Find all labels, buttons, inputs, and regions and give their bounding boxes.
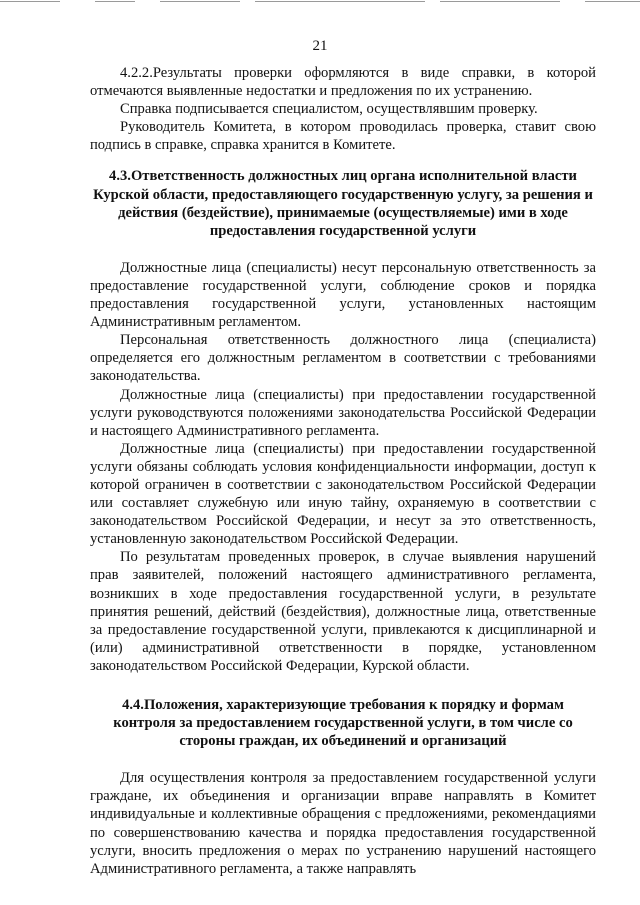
paragraph: Для осуществления контроля за предоставлением государственной услуги граждане, их объединения и организации вправе направлять в Комитет индивидуальные и коллективные обращения с предложениями, рекомендациями по совершенствованию качества и порядка предоставления государственной услуги, вносить предложения о мерах по устранению нарушений настоящего Административного регламента, а также направлять — [90, 770, 596, 877]
section-heading: 4.3.Ответственность должностных лиц органа исполнительной власти Курской области, предоставляющего государственную услугу, за решения и действия (бездействие), принимаемые (осуществляемые) ими в ходе предоставления государственной услуги — [93, 168, 593, 239]
paragraph: 4.2.2.Результаты проверки оформляются в виде справки, в которой отмечаются выявленные недостатки и предложения по их устранению. — [90, 65, 596, 100]
paragraph: Должностные лица (специалисты) при предоставлении государственной услуги обязаны соблюдать условия конфиденциальности информации, доступ к которой ограничен в соответствии с законодательством Российской Федерации или составляет служебную или иную тайну, охраняемую в соответствии с законодательством Российской Федерации, и несут за это ответственность, установленную законодательством Российской Федерации. — [90, 440, 596, 548]
paragraph: По результатам проведенных проверок, в случае выявления нарушений прав заявителей, положений настоящего административного регламента, возникших в ходе предоставления государственной услуги, в результате принятия решений, действий (бездействия), должностные лица, ответственные за предоставление государственной услуги, привлекаются к дисциплинарной и (или) административной ответственности в порядке, установленном законодательством Российской Федерации, Курской области. — [90, 549, 596, 674]
document-body — [90, 64, 596, 878]
section-heading: 4.4.Положения, характеризующие требования к порядку и формам контроля за предоставлением государственной услуги, в том числе со стороны граждан, их объединений и организаций — [113, 697, 573, 750]
page-number: 21 — [312, 38, 328, 54]
paragraph: Должностные лица (специалисты) несут персональную ответственность за предоставление государственной услуги, соблюдение сроков и порядка предоставления государственной услуги, установленных настоящим Административным регламентом. — [90, 259, 596, 331]
paragraph: Справка подписывается специалистом, осуществлявшим проверку. — [120, 101, 538, 118]
paragraph: Должностные лица (специалисты) при предоставлении государственной услуги руководствуются положениями законодательства Российской Федерации и настоящего Административного регламента. — [90, 386, 596, 439]
paragraph: Персональная ответственность должностного лица (специалиста) определяется его должностным регламентом в соответствии с требованиями законодательства. — [90, 332, 596, 385]
paragraph: Руководитель Комитета, в котором проводилась проверка, ставит свою подпись в справке, справка хранится в Комитете. — [90, 119, 596, 154]
scan-artifact-line — [0, 0, 640, 3]
